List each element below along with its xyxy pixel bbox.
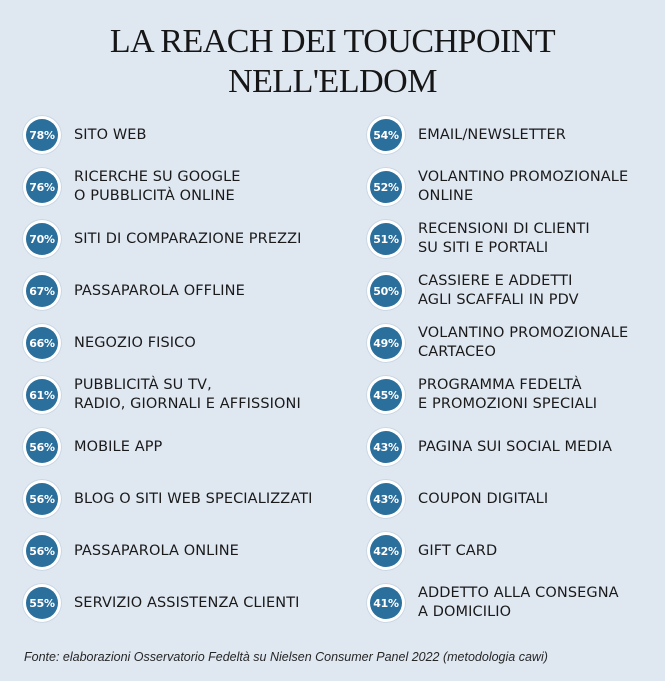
touchpoint-item [22, 423, 322, 471]
percentage-badge [366, 531, 406, 571]
percentage-badge [22, 531, 62, 571]
touchpoint-item [366, 319, 665, 367]
touchpoint-label: RECENSIONI DI CLIENTI SU SITI E PORTALI [418, 221, 590, 256]
percentage-badge [366, 115, 406, 155]
percentage-badge [22, 271, 62, 311]
touchpoint-item [366, 527, 665, 575]
touchpoint-item [366, 163, 665, 211]
touchpoint-item [366, 579, 665, 627]
touchpoint-item [22, 215, 322, 263]
touchpoint-label: BLOG O SITI WEB SPECIALIZZATI [74, 490, 313, 507]
touchpoint-label: NEGOZIO FISICO [74, 334, 196, 351]
percentage-value: 56% [26, 535, 58, 567]
percentage-badge [366, 271, 406, 311]
touchpoint-item [22, 111, 322, 159]
percentage-badge [366, 375, 406, 415]
touchpoint-label: GIFT CARD [418, 542, 498, 559]
percentage-badge [22, 427, 62, 467]
percentage-value: 56% [26, 431, 58, 463]
touchpoint-item [366, 423, 665, 471]
touchpoint-label: SERVIZIO ASSISTENZA CLIENTI [74, 594, 300, 611]
percentage-value: 55% [26, 587, 58, 619]
percentage-value: 42% [370, 535, 402, 567]
percentage-value: 70% [26, 223, 58, 255]
touchpoint-label: PUBBLICITÀ SU TV, RADIO, GIORNALI E AFFISSIONI [74, 377, 301, 412]
touchpoint-item [366, 267, 665, 315]
touchpoint-item [22, 163, 322, 211]
percentage-value: 76% [26, 171, 58, 203]
touchpoint-label: EMAIL/NEWSLETTER [418, 126, 566, 143]
percentage-value: 66% [26, 327, 58, 359]
percentage-badge [22, 115, 62, 155]
touchpoint-item [366, 215, 665, 263]
percentage-value: 43% [370, 431, 402, 463]
percentage-value: 54% [370, 119, 402, 151]
percentage-badge [22, 323, 62, 363]
percentage-value: 41% [370, 587, 402, 619]
percentage-value: 56% [26, 483, 58, 515]
percentage-value: 52% [370, 171, 402, 203]
percentage-badge [366, 479, 406, 519]
chart-title-line-1: LA REACH DEI TOUCHPOINT [109, 23, 556, 60]
percentage-badge [366, 583, 406, 623]
touchpoint-label: PAGINA SUI SOCIAL MEDIA [418, 438, 613, 455]
percentage-badge [22, 583, 62, 623]
touchpoint-item [22, 371, 322, 419]
touchpoint-label: SITO WEB [74, 126, 147, 143]
percentage-value: 45% [370, 379, 402, 411]
touchpoint-item [22, 579, 322, 627]
percentage-badge [22, 375, 62, 415]
percentage-badge [366, 323, 406, 363]
touchpoint-item [22, 267, 322, 315]
percentage-badge [22, 167, 62, 207]
touchpoint-item [366, 371, 665, 419]
touchpoint-label: VOLANTINO PROMOZIONALE ONLINE [418, 169, 629, 204]
touchpoint-item [366, 111, 665, 159]
percentage-value: 67% [26, 275, 58, 307]
touchpoint-label: VOLANTINO PROMOZIONALE CARTACEO [418, 325, 629, 360]
touchpoint-label: CASSIERE E ADDETTI AGLI SCAFFALI IN PDV [418, 273, 579, 308]
percentage-value: 51% [370, 223, 402, 255]
touchpoint-label: PASSAPAROLA OFFLINE [74, 282, 245, 299]
chart-title-line-2: NELL'ELDOM [228, 63, 437, 100]
percentage-badge [22, 479, 62, 519]
touchpoint-item [22, 319, 322, 367]
percentage-badge [366, 167, 406, 207]
chart-title [0, 22, 665, 102]
touchpoint-label: PROGRAMMA FEDELTÀ E PROMOZIONI SPECIALI [418, 377, 598, 412]
touchpoint-item [22, 475, 322, 523]
touchpoint-label: ADDETTO ALLA CONSEGNA A DOMICILIO [418, 585, 619, 620]
percentage-badge [366, 427, 406, 467]
touchpoint-item [366, 475, 665, 523]
percentage-value: 78% [26, 119, 58, 151]
percentage-badge [366, 219, 406, 259]
percentage-value: 50% [370, 275, 402, 307]
touchpoint-label: PASSAPAROLA ONLINE [74, 542, 239, 559]
percentage-value: 49% [370, 327, 402, 359]
touchpoint-label: COUPON DIGITALI [418, 490, 549, 507]
touchpoint-label: MOBILE APP [74, 438, 163, 455]
percentage-value: 61% [26, 379, 58, 411]
touchpoint-label: RICERCHE SU GOOGLE O PUBBLICITÀ ONLINE [74, 169, 241, 204]
percentage-badge [22, 219, 62, 259]
touchpoint-label: SITI DI COMPARAZIONE PREZZI [74, 230, 302, 247]
percentage-value: 43% [370, 483, 402, 515]
source-note: Fonte: elaborazioni Osservatorio Fedeltà su Nielsen Consumer Panel 2022 (metodologia cawi) [24, 650, 548, 664]
touchpoint-item [22, 527, 322, 575]
